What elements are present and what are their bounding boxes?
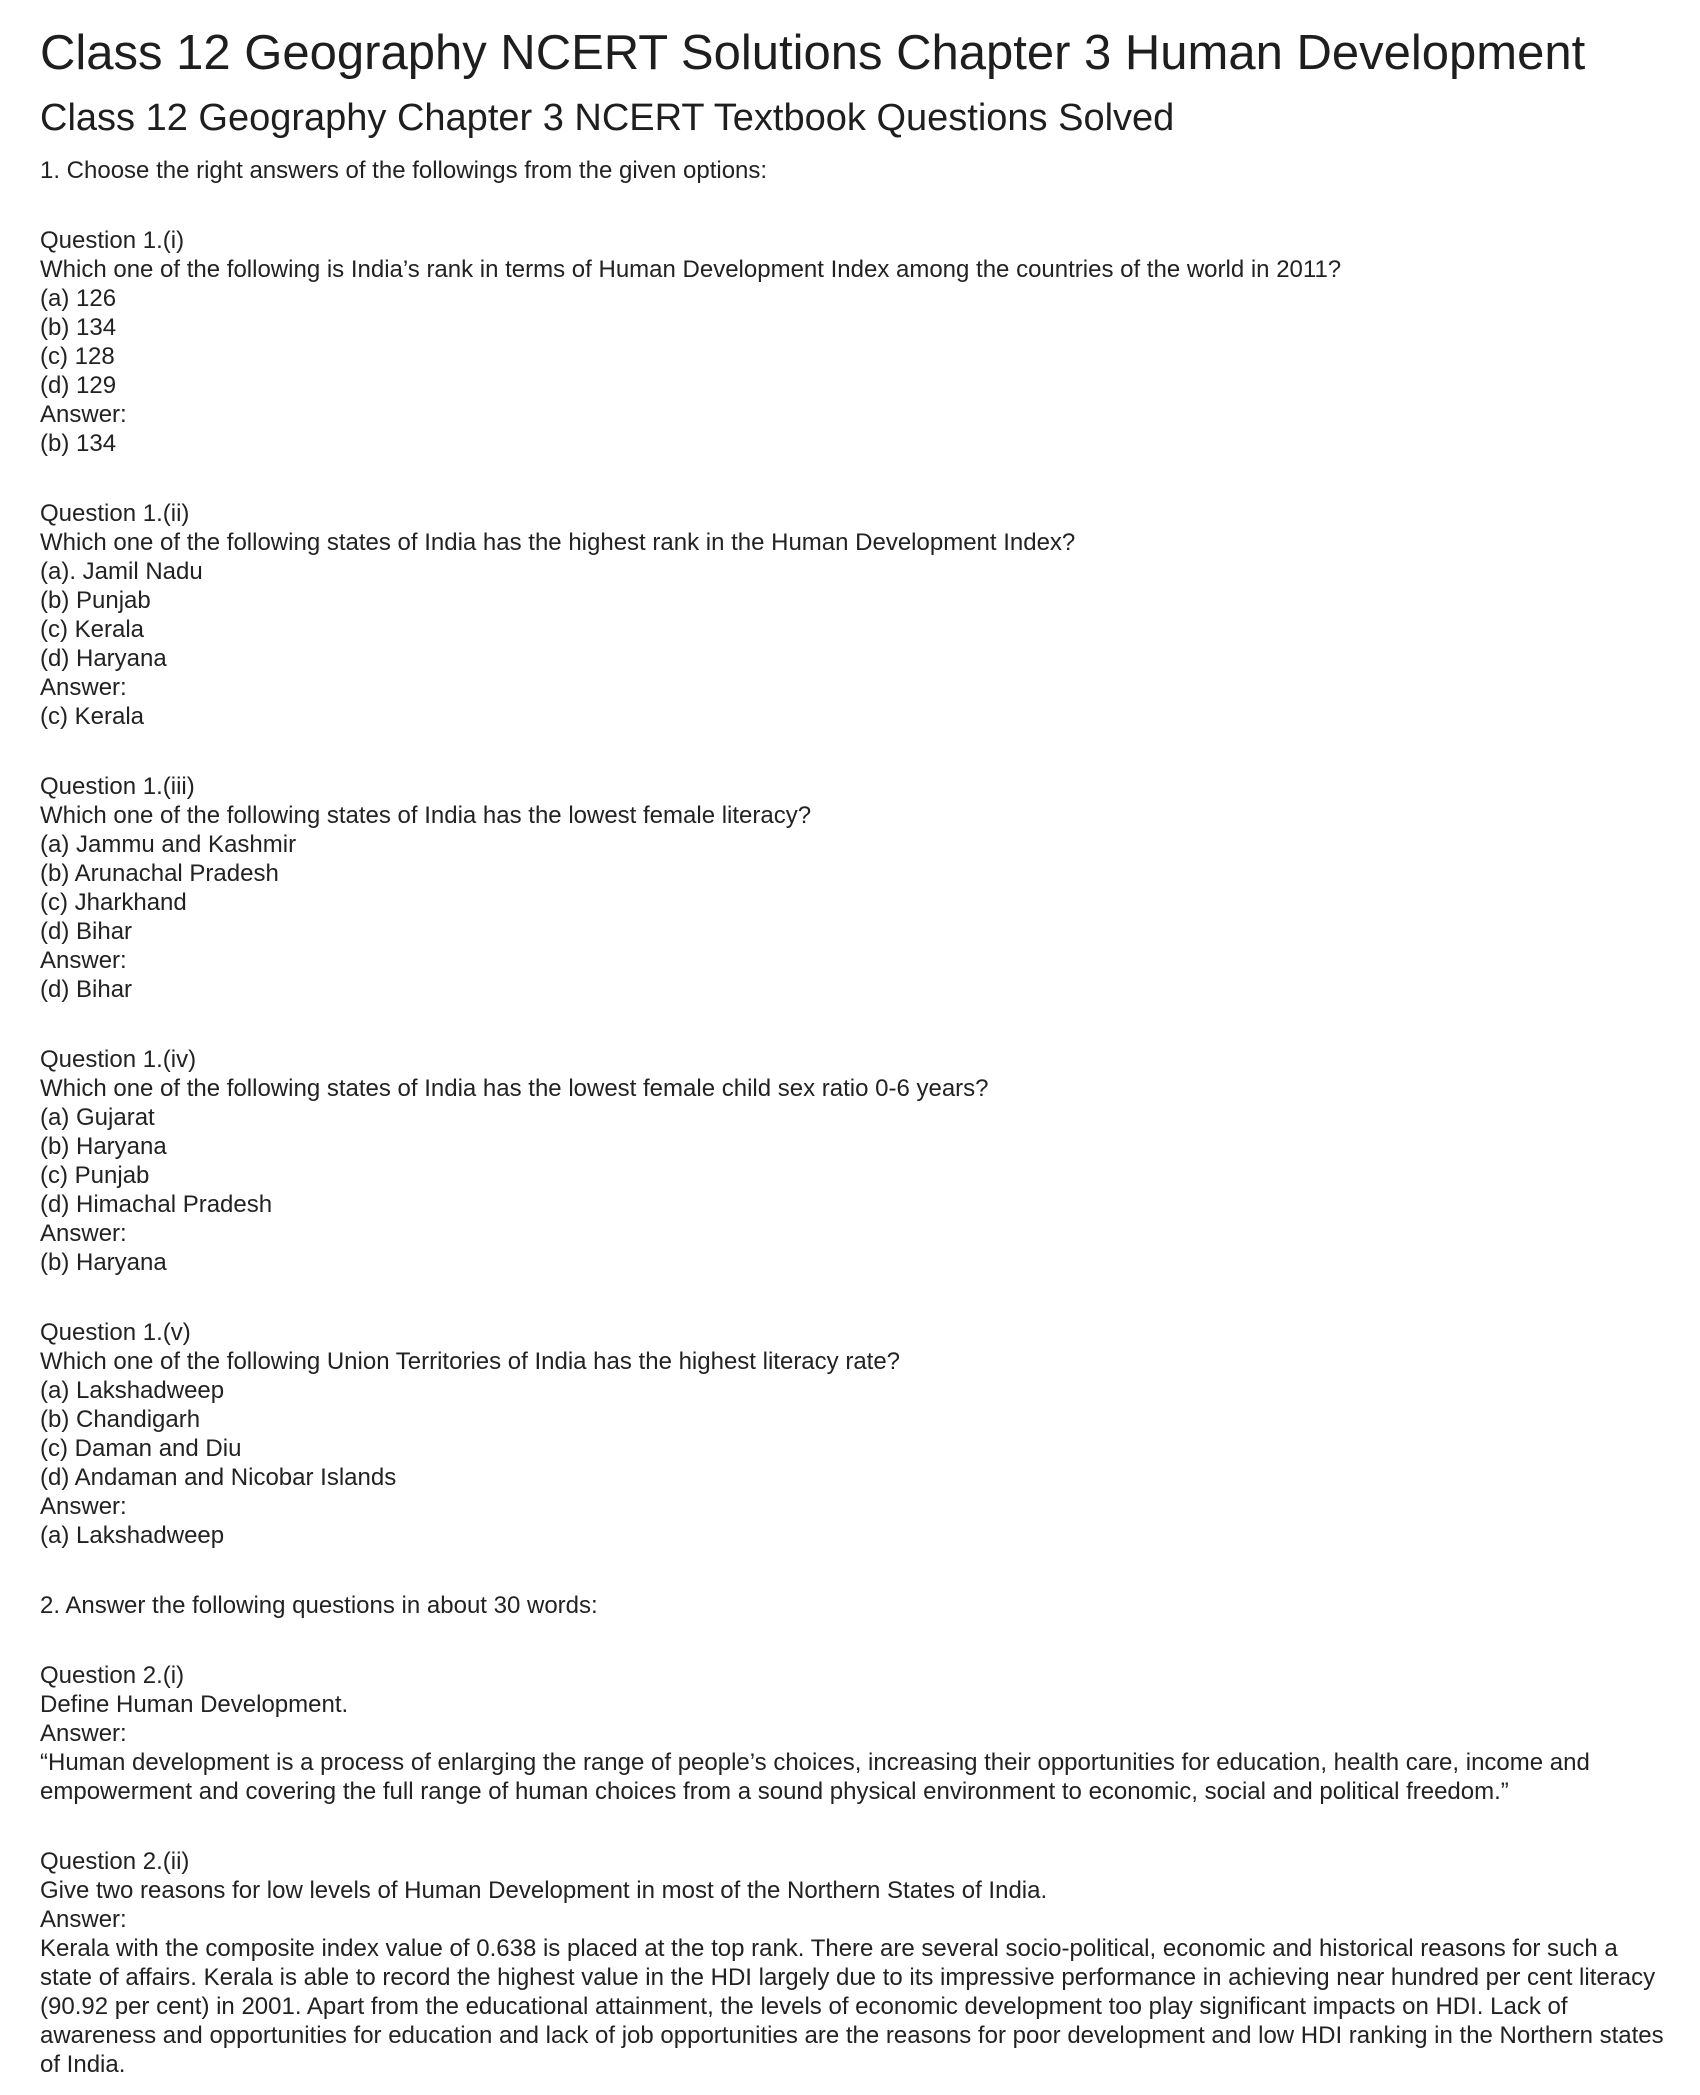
option-a: (a). Jamil Nadu — [40, 558, 203, 585]
option-a: (a) Lakshadweep — [40, 1377, 225, 1404]
question-label: Question 1.(iii) — [40, 773, 195, 800]
question-label: Question 1.(ii) — [40, 500, 190, 527]
answer-text: (b) 134 — [40, 430, 117, 457]
question-text: Which one of the following Union Territories of India has the highest literacy rate? — [40, 1348, 901, 1375]
question-label: Question 2.(i) — [40, 1662, 185, 1689]
answer-text: (a) Lakshadweep — [40, 1522, 225, 1549]
answer-text: Kerala with the composite index value of 0.638 is placed at the top rank. There are several socio-political, economic and historical reasons for such a state of affairs. Kerala is able to record the highest value in the HDI largely due to its impressive performance in achieving near hundred per cent literacy (90.92 per cent) in 2001. Apart from the educational attainment, the levels of economic development too play significant impacts on HDI. Lack of awareness and opportunities for education and lack of job opportunities are the reasons for poor development and low HDI ranking in the Northern states of India. — [40, 1935, 1664, 2078]
answer-text: (b) Haryana — [40, 1249, 167, 1276]
option-d: (d) Haryana — [40, 645, 167, 672]
answer-label: Answer: — [40, 1220, 127, 1247]
question-1-ii — [40, 499, 1670, 731]
question-label: Question 2.(ii) — [40, 1848, 190, 1875]
question-label: Question 1.(v) — [40, 1319, 191, 1346]
document-page — [40, 22, 1670, 2079]
question-1-i — [40, 226, 1670, 458]
question-text: Which one of the following states of India has the highest rank in the Human Development Index? — [40, 529, 1076, 556]
section-1-heading: 1. Choose the right answers of the followings from the given options: — [40, 157, 768, 184]
question-2-ii — [40, 1847, 1670, 2079]
option-a: (a) Gujarat — [40, 1104, 155, 1131]
option-d: (d) Bihar — [40, 918, 133, 945]
question-text: Which one of the following states of India has the lowest female child sex ratio 0-6 years? — [40, 1075, 989, 1102]
option-c: (c) 128 — [40, 343, 115, 370]
option-b: (b) Haryana — [40, 1133, 167, 1160]
answer-label: Answer: — [40, 401, 127, 428]
answer-label: Answer: — [40, 947, 127, 974]
option-a: (a) Jammu and Kashmir — [40, 831, 297, 858]
question-1-iv — [40, 1045, 1670, 1277]
question-2-i — [40, 1661, 1670, 1806]
option-b: (b) Chandigarh — [40, 1406, 201, 1433]
answer-label: Answer: — [40, 1720, 127, 1747]
question-text: Which one of the following is India’s rank in terms of Human Development Index among the countries of the world in 2011? — [40, 256, 1342, 283]
option-d: (d) Andaman and Nicobar Islands — [40, 1464, 397, 1491]
question-text: Define Human Development. — [40, 1691, 349, 1718]
option-c: (c) Daman and Diu — [40, 1435, 242, 1462]
option-d: (d) 129 — [40, 372, 117, 399]
page-subtitle: Class 12 Geography Chapter 3 NCERT Textbook Questions Solved — [40, 97, 1175, 139]
section-2-heading: 2. Answer the following questions in about 30 words: — [40, 1592, 598, 1619]
option-b: (b) Punjab — [40, 587, 151, 614]
answer-label: Answer: — [40, 1906, 127, 1933]
question-text: Which one of the following states of India has the lowest female literacy? — [40, 802, 812, 829]
option-b: (b) Arunachal Pradesh — [40, 860, 279, 887]
question-1-v — [40, 1318, 1670, 1550]
answer-label: Answer: — [40, 1493, 127, 1520]
answer-text: (c) Kerala — [40, 703, 145, 730]
answer-text: “Human development is a process of enlarging the range of people’s choices, increasing their opportunities for education, health care, income and empowerment and covering the full range of human choices from a sound physical environment to economic, social and political freedom.” — [40, 1749, 1590, 1805]
option-a: (a) 126 — [40, 285, 117, 312]
answer-label: Answer: — [40, 674, 127, 701]
page-title: Class 12 Geography NCERT Solutions Chapter 3 Human Development — [40, 26, 1586, 80]
question-text: Give two reasons for low levels of Human Development in most of the Northern States of India. — [40, 1877, 1048, 1904]
option-c: (c) Punjab — [40, 1162, 150, 1189]
option-d: (d) Himachal Pradesh — [40, 1191, 273, 1218]
option-c: (c) Kerala — [40, 616, 145, 643]
question-label: Question 1.(i) — [40, 227, 185, 254]
answer-text: (d) Bihar — [40, 976, 133, 1003]
option-b: (b) 134 — [40, 314, 117, 341]
option-c: (c) Jharkhand — [40, 889, 187, 916]
question-1-iii — [40, 772, 1670, 1004]
question-label: Question 1.(iv) — [40, 1046, 197, 1073]
